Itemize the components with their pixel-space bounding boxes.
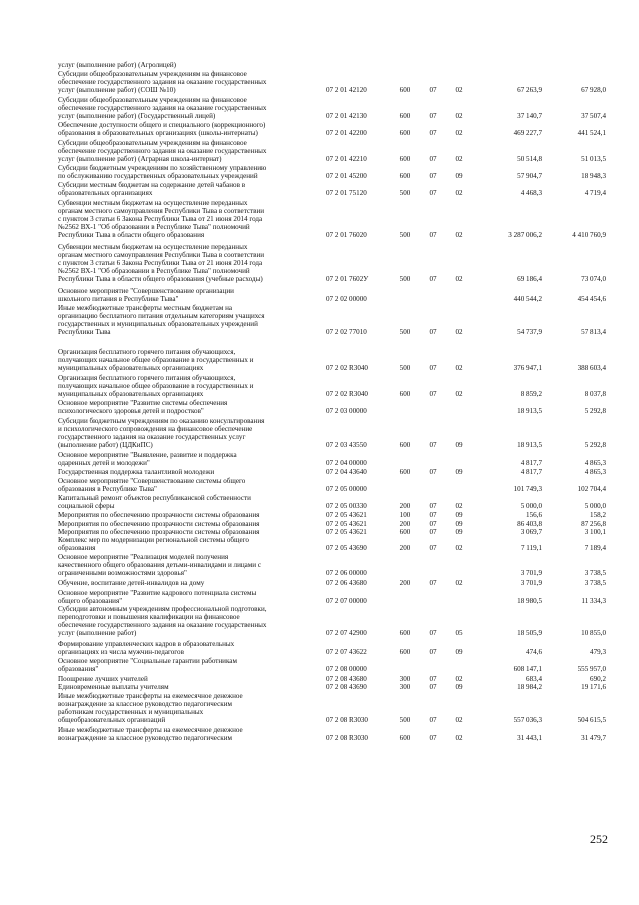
cell-rz: 07 — [429, 171, 437, 180]
cell-s2: 4 410 760,9 — [572, 230, 606, 239]
cell-s2: 8 037,8 — [584, 389, 606, 398]
cell-s2: 51 013,5 — [581, 154, 606, 163]
cell-s1: 101 749,3 — [513, 484, 542, 493]
cell-s2: 87 256,8 — [581, 519, 606, 528]
row-name: Капитальный ремонт объектов республиканской собственности социальной сферы — [58, 494, 251, 510]
cell-vr: 600 — [399, 467, 411, 476]
cell-code: 07 2 04 43640 — [326, 467, 367, 476]
cell-s1: 18 984,2 — [517, 682, 542, 691]
cell-vr: 200 — [399, 501, 411, 510]
cell-rz: 07 — [429, 128, 437, 137]
cell-s2: 3 738,5 — [584, 578, 606, 587]
cell-vr: 500 — [399, 327, 411, 336]
cell-code: 07 2 07 00000 — [326, 596, 367, 605]
cell-rz: 07 — [429, 543, 437, 552]
cell-s2: 19 171,6 — [581, 682, 606, 691]
cell-pr: 02 — [455, 230, 463, 239]
cell-code: 07 2 02 R3040 — [326, 363, 368, 372]
cell-code: 07 2 05 00330 — [326, 501, 367, 510]
cell-vr: 600 — [399, 733, 411, 742]
table-row — [58, 495, 606, 511]
cell-code: 07 2 03 43550 — [326, 440, 367, 449]
table-row — [58, 375, 606, 399]
cell-vr: 600 — [399, 85, 411, 94]
row-name: Обеспечение доступности общего и специального (коррекционного) образования в образовательных организациях (школы-интернаты) — [58, 121, 266, 137]
cell-rz: 07 — [429, 715, 437, 724]
cell-vr: 200 — [399, 543, 411, 552]
cell-code: 07 2 08 43690 — [326, 682, 367, 691]
cell-s1: 683,4 — [526, 674, 542, 683]
cell-code: 07 2 08 00000 — [326, 664, 367, 673]
table-row — [58, 580, 606, 588]
table-row — [58, 182, 606, 198]
row-name: Основное мероприятие "Выявление, развитие и поддержка одаренных детей и молодежи" — [58, 451, 237, 467]
cell-s2: 5 292,8 — [584, 440, 606, 449]
cell-s1: 31 443,1 — [517, 733, 542, 742]
table-row — [58, 244, 606, 284]
cell-s1: 8 859,2 — [520, 389, 542, 398]
cell-vr: 600 — [399, 527, 411, 536]
cell-vr: 500 — [399, 230, 411, 239]
cell-vr: 600 — [399, 628, 411, 637]
cell-code: 07 2 05 43690 — [326, 543, 367, 552]
cell-s2: 479,3 — [590, 647, 606, 656]
cell-s1: 50 514,8 — [517, 154, 542, 163]
cell-s1: 608 147,1 — [513, 664, 542, 673]
cell-code: 07 2 05 43621 — [326, 510, 367, 519]
cell-s2: 3 100,1 — [584, 527, 606, 536]
table-row — [58, 418, 606, 450]
cell-rz: 07 — [429, 188, 437, 197]
cell-code: 07 2 03 00000 — [326, 406, 367, 415]
cell-rz: 07 — [429, 733, 437, 742]
row-name: Иные межбюджетные трансферты местным бюджетам на организацию бесплатного питания отдельным категориям учащихся государственных и муниципальных образовательных учреждений Республики Тыва — [58, 304, 265, 336]
table-row — [58, 122, 606, 138]
table-row — [58, 305, 606, 337]
cell-pr: 02 — [455, 578, 463, 587]
cell-pr: 09 — [455, 440, 463, 449]
cell-s2: 4 719,4 — [584, 188, 606, 197]
cell-s1: 5 000,0 — [520, 501, 542, 510]
cell-code: 07 2 06 00000 — [326, 568, 367, 577]
cell-vr: 500 — [399, 715, 411, 724]
table-row — [58, 727, 606, 743]
cell-code: 07 2 01 76020 — [326, 230, 367, 239]
cell-rz: 07 — [429, 628, 437, 637]
cell-code: 07 2 06 43680 — [326, 578, 367, 587]
table-row — [58, 537, 606, 553]
cell-s2: 7 189,4 — [584, 543, 606, 552]
cell-pr: 09 — [455, 682, 463, 691]
table-row — [58, 452, 606, 468]
cell-s1: 156,6 — [526, 510, 542, 519]
cell-code: 07 2 08 43680 — [326, 674, 367, 683]
row-name: Поощрение лучших учителей — [58, 675, 148, 683]
cell-s2: 441 524,1 — [577, 128, 606, 137]
cell-rz: 07 — [429, 578, 437, 587]
table-row — [58, 554, 606, 578]
cell-s1: 3 069,7 — [520, 527, 542, 536]
cell-vr: 500 — [399, 188, 411, 197]
cell-vr: 600 — [399, 154, 411, 163]
row-name: Субвенции местным бюджетам на осуществление переданных органам местного самоуправления Республики Тыва в соответствии с пунктом 3 статьи 6 Закона Республики Тыва от 21 июня 2014 года №2562 ВХ-1 "Об образовании в Республике Тыва" полномочий Республики Тыва в области общего образования — [58, 199, 265, 239]
row-name: Основное мероприятие "Развитие системы обеспечения психологического здоровья детей и подростков" — [58, 399, 228, 415]
page-number: 252 — [590, 832, 608, 846]
cell-vr: 200 — [399, 578, 411, 587]
table-row — [58, 641, 606, 657]
cell-s1: 469 227,7 — [513, 128, 542, 137]
table-row — [58, 349, 606, 373]
cell-rz: 07 — [429, 467, 437, 476]
cell-rz: 07 — [429, 527, 437, 536]
cell-s1: 7 119,1 — [520, 543, 542, 552]
cell-s2: 73 074,0 — [581, 274, 606, 283]
cell-pr: 02 — [455, 389, 463, 398]
cell-vr: 500 — [399, 274, 411, 283]
table-row — [58, 469, 606, 477]
table-row — [58, 684, 606, 692]
table-row — [58, 512, 606, 520]
cell-code: 07 2 02 00000 — [326, 294, 367, 303]
cell-vr: 600 — [399, 171, 411, 180]
row-name: Субвенции местным бюджетам на осуществление переданных органам местного самоуправления Республики Тыва в соответствии с пунктом 3 статьи 6 Закона Республики Тыва от 21 июня 2014 года №2562 ВХ-1 "Об образовании в Республике Тыва" полномочий Республики Тыва в области общего образования (учебные расходы) — [58, 243, 265, 283]
cell-vr: 600 — [399, 111, 411, 120]
row-name: Иные межбюджетные трансферты на ежемесячное денежное вознаграждение за классное руководство педагогическим — [58, 726, 243, 742]
cell-pr: 09 — [455, 171, 463, 180]
row-name: Основное мероприятие "Реализация моделей получения качественного общего образования детьми-инвалидами и лицами с ограниченными возможностями здоровья" — [58, 553, 262, 577]
cell-code: 07 2 01 75120 — [326, 188, 367, 197]
cell-s2: 31 479,7 — [581, 733, 606, 742]
row-name: Субсидии общеобразовательным учреждениям на финансовое обеспечение государственного задания на оказание государственных услуг (выполнение работ) (Аграрная школа-интернат) — [58, 139, 267, 163]
row-name: услуг (выполнение работ) (Агролицей) — [58, 61, 177, 69]
cell-pr: 02 — [455, 111, 463, 120]
cell-s2: 4 865,3 — [584, 458, 606, 467]
cell-code: 07 2 01 42210 — [326, 154, 367, 163]
cell-s1: 4 817,7 — [520, 458, 542, 467]
table-row — [58, 590, 606, 606]
cell-pr: 02 — [455, 274, 463, 283]
cell-s1: 4 817,7 — [520, 467, 542, 476]
table-row — [58, 288, 606, 304]
cell-rz: 07 — [429, 111, 437, 120]
cell-code: 07 2 05 43621 — [326, 519, 367, 528]
row-name: Субсидии бюджетным учреждениям по хозяйственному управлению по обслуживанию государственных образовательных учреждений — [58, 164, 267, 180]
cell-rz: 07 — [429, 440, 437, 449]
cell-vr: 100 — [399, 510, 411, 519]
cell-code: 07 2 02 77010 — [326, 327, 367, 336]
cell-vr: 200 — [399, 519, 411, 528]
cell-rz: 07 — [429, 327, 437, 336]
cell-s2: 454 454,6 — [577, 294, 606, 303]
row-name: Субсидии местным бюджетам на содержание детей чабанов в образовательных организациях — [58, 181, 246, 197]
cell-pr: 09 — [455, 519, 463, 528]
cell-s1: 67 263,9 — [517, 85, 542, 94]
cell-rz: 07 — [429, 363, 437, 372]
cell-s1: 18 980,5 — [517, 596, 542, 605]
cell-pr: 05 — [455, 628, 463, 637]
cell-vr: 600 — [399, 647, 411, 656]
cell-s2: 37 507,4 — [581, 111, 606, 120]
cell-rz: 07 — [429, 274, 437, 283]
row-name: Основное мероприятие "Совершенствование системы общего образования в Республике Тыва" — [58, 477, 246, 493]
cell-code: 07 2 04 00000 — [326, 458, 367, 467]
cell-s2: 18 948,3 — [581, 171, 606, 180]
cell-s1: 57 904,7 — [517, 171, 542, 180]
cell-rz: 07 — [429, 85, 437, 94]
cell-s1: 54 737,9 — [517, 327, 542, 336]
cell-s2: 158,2 — [590, 510, 606, 519]
table-row — [58, 62, 606, 70]
cell-rz: 07 — [429, 389, 437, 398]
table-row — [58, 71, 606, 95]
table-row — [58, 478, 606, 494]
cell-code: 07 2 07 42900 — [326, 628, 367, 637]
cell-s2: 5 292,8 — [584, 406, 606, 415]
table-row — [58, 693, 606, 725]
table-row — [58, 400, 606, 416]
cell-s1: 69 186,4 — [517, 274, 542, 283]
cell-code: 07 2 08 R3030 — [326, 715, 368, 724]
cell-s1: 557 036,3 — [513, 715, 542, 724]
cell-s1: 18 505,9 — [517, 628, 542, 637]
row-name: Организация бесплатного горячего питания обучающихся, получающих начальное общее образование в государственных и муниципальных образовательных организациях — [58, 348, 254, 372]
cell-pr: 02 — [455, 154, 463, 163]
cell-rz: 07 — [429, 154, 437, 163]
row-name: Основное мероприятие "Совершенствование организации школьного питания в Республике Тыва" — [58, 287, 234, 303]
cell-pr: 02 — [455, 674, 463, 683]
cell-code: 07 2 02 R3040 — [326, 389, 368, 398]
row-name: Формирование управленческих кадров в образовательных организациях из числа мужчин-педагогов — [58, 640, 235, 656]
cell-rz: 07 — [429, 647, 437, 656]
cell-code: 07 2 05 00000 — [326, 484, 367, 493]
cell-rz: 07 — [429, 501, 437, 510]
cell-s1: 4 468,3 — [520, 188, 542, 197]
cell-s1: 474,6 — [526, 647, 542, 656]
cell-s2: 555 957,0 — [577, 664, 606, 673]
cell-vr: 500 — [399, 363, 411, 372]
cell-vr: 600 — [399, 128, 411, 137]
table-row — [58, 97, 606, 121]
cell-s1: 37 140,7 — [517, 111, 542, 120]
cell-s1: 18 913,5 — [517, 440, 542, 449]
cell-rz: 07 — [429, 682, 437, 691]
row-name: Основное мероприятие "Социальные гарантии работникам образования" — [58, 657, 237, 673]
cell-pr: 02 — [455, 85, 463, 94]
row-name: Субсидии автономным учреждениям профессиональной подготовки, переподготовки и повышения квалификации на финансовое обеспечение государственного задания на оказание государственных услуг (выполнение работ) — [58, 605, 267, 637]
cell-s2: 67 928,0 — [581, 85, 606, 94]
cell-s2: 388 603,4 — [577, 363, 606, 372]
cell-pr: 02 — [455, 501, 463, 510]
cell-rz: 07 — [429, 510, 437, 519]
cell-pr: 09 — [455, 467, 463, 476]
table-row — [58, 658, 606, 674]
cell-s2: 5 000,0 — [584, 501, 606, 510]
cell-pr: 02 — [455, 327, 463, 336]
cell-s1: 440 544,2 — [513, 294, 542, 303]
cell-code: 07 2 01 42200 — [326, 128, 367, 137]
cell-s2: 3 738,5 — [584, 568, 606, 577]
cell-s1: 3 701,9 — [520, 578, 542, 587]
row-name: Основное мероприятие "Развитие кадрового потенциала системы общего образования" — [58, 589, 257, 605]
cell-rz: 07 — [429, 674, 437, 683]
cell-s1: 376 947,1 — [513, 363, 542, 372]
cell-vr: 300 — [399, 674, 411, 683]
row-name: Субсидии общеобразовательным учреждениям на финансовое обеспечение государственного задания на оказание государственных услуг (выполнение работ) (Государственный лицей) — [58, 96, 267, 120]
cell-s1: 3 701,9 — [520, 568, 542, 577]
cell-code: 07 2 08 R3030 — [326, 733, 368, 742]
table-row — [58, 606, 606, 638]
row-name: Мероприятия по обеспечению прозрачности системы образования — [58, 520, 260, 528]
row-name: Обучение, воспитание детей-инвалидов на дому — [58, 579, 205, 587]
cell-pr: 09 — [455, 527, 463, 536]
cell-pr: 02 — [455, 188, 463, 197]
row-name: Мероприятия по обеспечению прозрачности системы образования — [58, 511, 260, 519]
cell-code: 07 2 01 45200 — [326, 171, 367, 180]
cell-pr: 02 — [455, 733, 463, 742]
cell-pr: 09 — [455, 510, 463, 519]
cell-s2: 4 865,3 — [584, 467, 606, 476]
cell-s1: 86 403,8 — [517, 519, 542, 528]
cell-code: 07 2 05 43621 — [326, 527, 367, 536]
cell-code: 07 2 07 43622 — [326, 647, 367, 656]
cell-pr: 02 — [455, 715, 463, 724]
row-name: Мероприятия по обеспечению прозрачности системы образования — [58, 528, 260, 536]
table-row — [58, 140, 606, 164]
row-name: Организация бесплатного горячего питания обучающихся, получающих начальное общее образование в государственных и муниципальных образовательных организациях — [58, 374, 254, 398]
cell-vr: 300 — [399, 682, 411, 691]
row-name: Единовременные выплаты учителям — [58, 683, 169, 691]
cell-s2: 10 855,0 — [581, 628, 606, 637]
cell-pr: 02 — [455, 128, 463, 137]
cell-pr: 02 — [455, 543, 463, 552]
cell-s2: 102 704,4 — [577, 484, 606, 493]
table-row — [58, 165, 606, 181]
table-row — [58, 200, 606, 240]
row-name: Субсидии общеобразовательным учреждениям на финансовое обеспечение государственного задания на оказание государственных услуг (выполнение работ) (СОШ №10) — [58, 70, 267, 94]
cell-pr: 02 — [455, 363, 463, 372]
cell-pr: 09 — [455, 647, 463, 656]
cell-s1: 18 913,5 — [517, 406, 542, 415]
cell-rz: 07 — [429, 230, 437, 239]
cell-code: 07 2 01 42130 — [326, 111, 367, 120]
cell-rz: 07 — [429, 519, 437, 528]
cell-s2: 57 813,4 — [581, 327, 606, 336]
row-name: Иные межбюджетные трансферты на ежемесячное денежное вознаграждение за классное руководство педагогическим работникам государственных и муниципальных общеобразовательных организаций — [58, 692, 243, 724]
row-name: Государственная поддержка талантливой молодежи — [58, 468, 215, 476]
cell-s2: 11 334,3 — [581, 596, 606, 605]
cell-s2: 690,2 — [590, 674, 606, 683]
cell-vr: 600 — [399, 440, 411, 449]
cell-s2: 504 615,5 — [577, 715, 606, 724]
cell-code: 07 2 01 7602У — [326, 274, 369, 283]
cell-code: 07 2 01 42120 — [326, 85, 367, 94]
row-name: Субсидии бюджетным учреждениям по оказанию консультирования и психологического сопровождения на финансовое обеспечение государственного задания на оказание государственных услуг (выполнение работ) (ЦДКиПС) — [58, 417, 265, 449]
cell-s1: 3 287 006,2 — [508, 230, 542, 239]
row-name: Комплекс мер по модернизации региональной системы общего образования — [58, 536, 249, 552]
cell-vr: 600 — [399, 389, 411, 398]
